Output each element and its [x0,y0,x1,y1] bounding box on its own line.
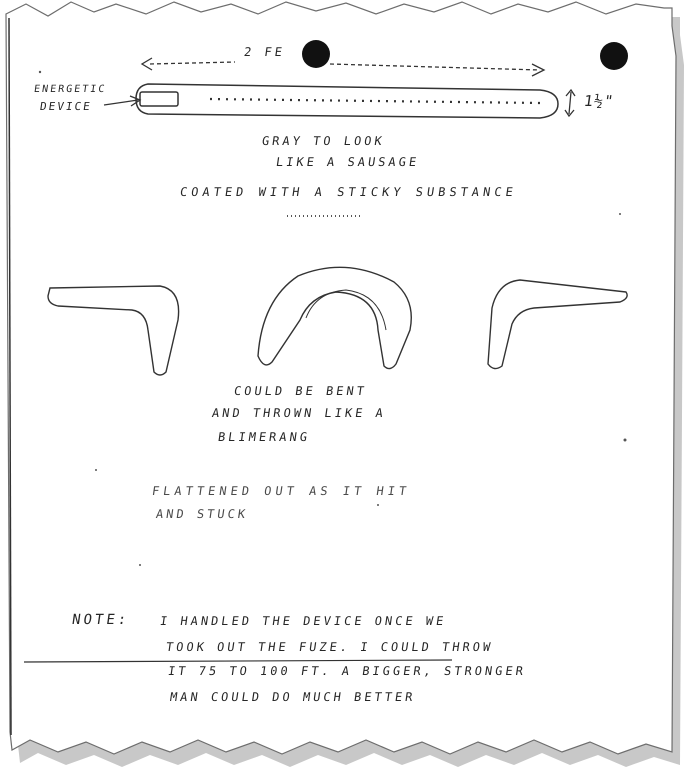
note-gray-line-1: GRAY TO LOOK [261,134,386,148]
note-line-3: IT 75 TO 100 FT. A BIGGER, STRONGER [167,664,527,678]
note-flattened-line-1: FLATTENED OUT AS IT HIT [151,484,412,498]
device-label-line-1: ENERGETIC [33,84,107,95]
note-bent-line-2: AND THROWN LIKE A [211,406,387,420]
note-coated: COATED WITH A STICKY SUBSTANCE [179,185,518,199]
note-line-1: I HANDLED THE DEVICE ONCE WE [159,614,448,628]
note-line-4: MAN COULD DO MUCH BETTER [169,690,417,704]
note-label: NOTE: [70,612,131,628]
note-bent-line-1: COULD BE BENT [233,384,368,398]
note-line-2: TOOK OUT THE FUZE. I COULD THROW [165,640,495,654]
punch-hole-left [302,40,330,68]
diameter-label: 1½" [582,92,616,110]
punch-hole-right [600,42,628,70]
device-label-line-2: DEVICE [39,100,93,113]
length-label: 2 FE [243,45,286,59]
note-flattened-line-2: AND STUCK [155,507,250,521]
note-bent-line-3: BLIMERANG [217,430,312,444]
note-gray-line-2: LIKE A SAUSAGE [275,155,421,169]
